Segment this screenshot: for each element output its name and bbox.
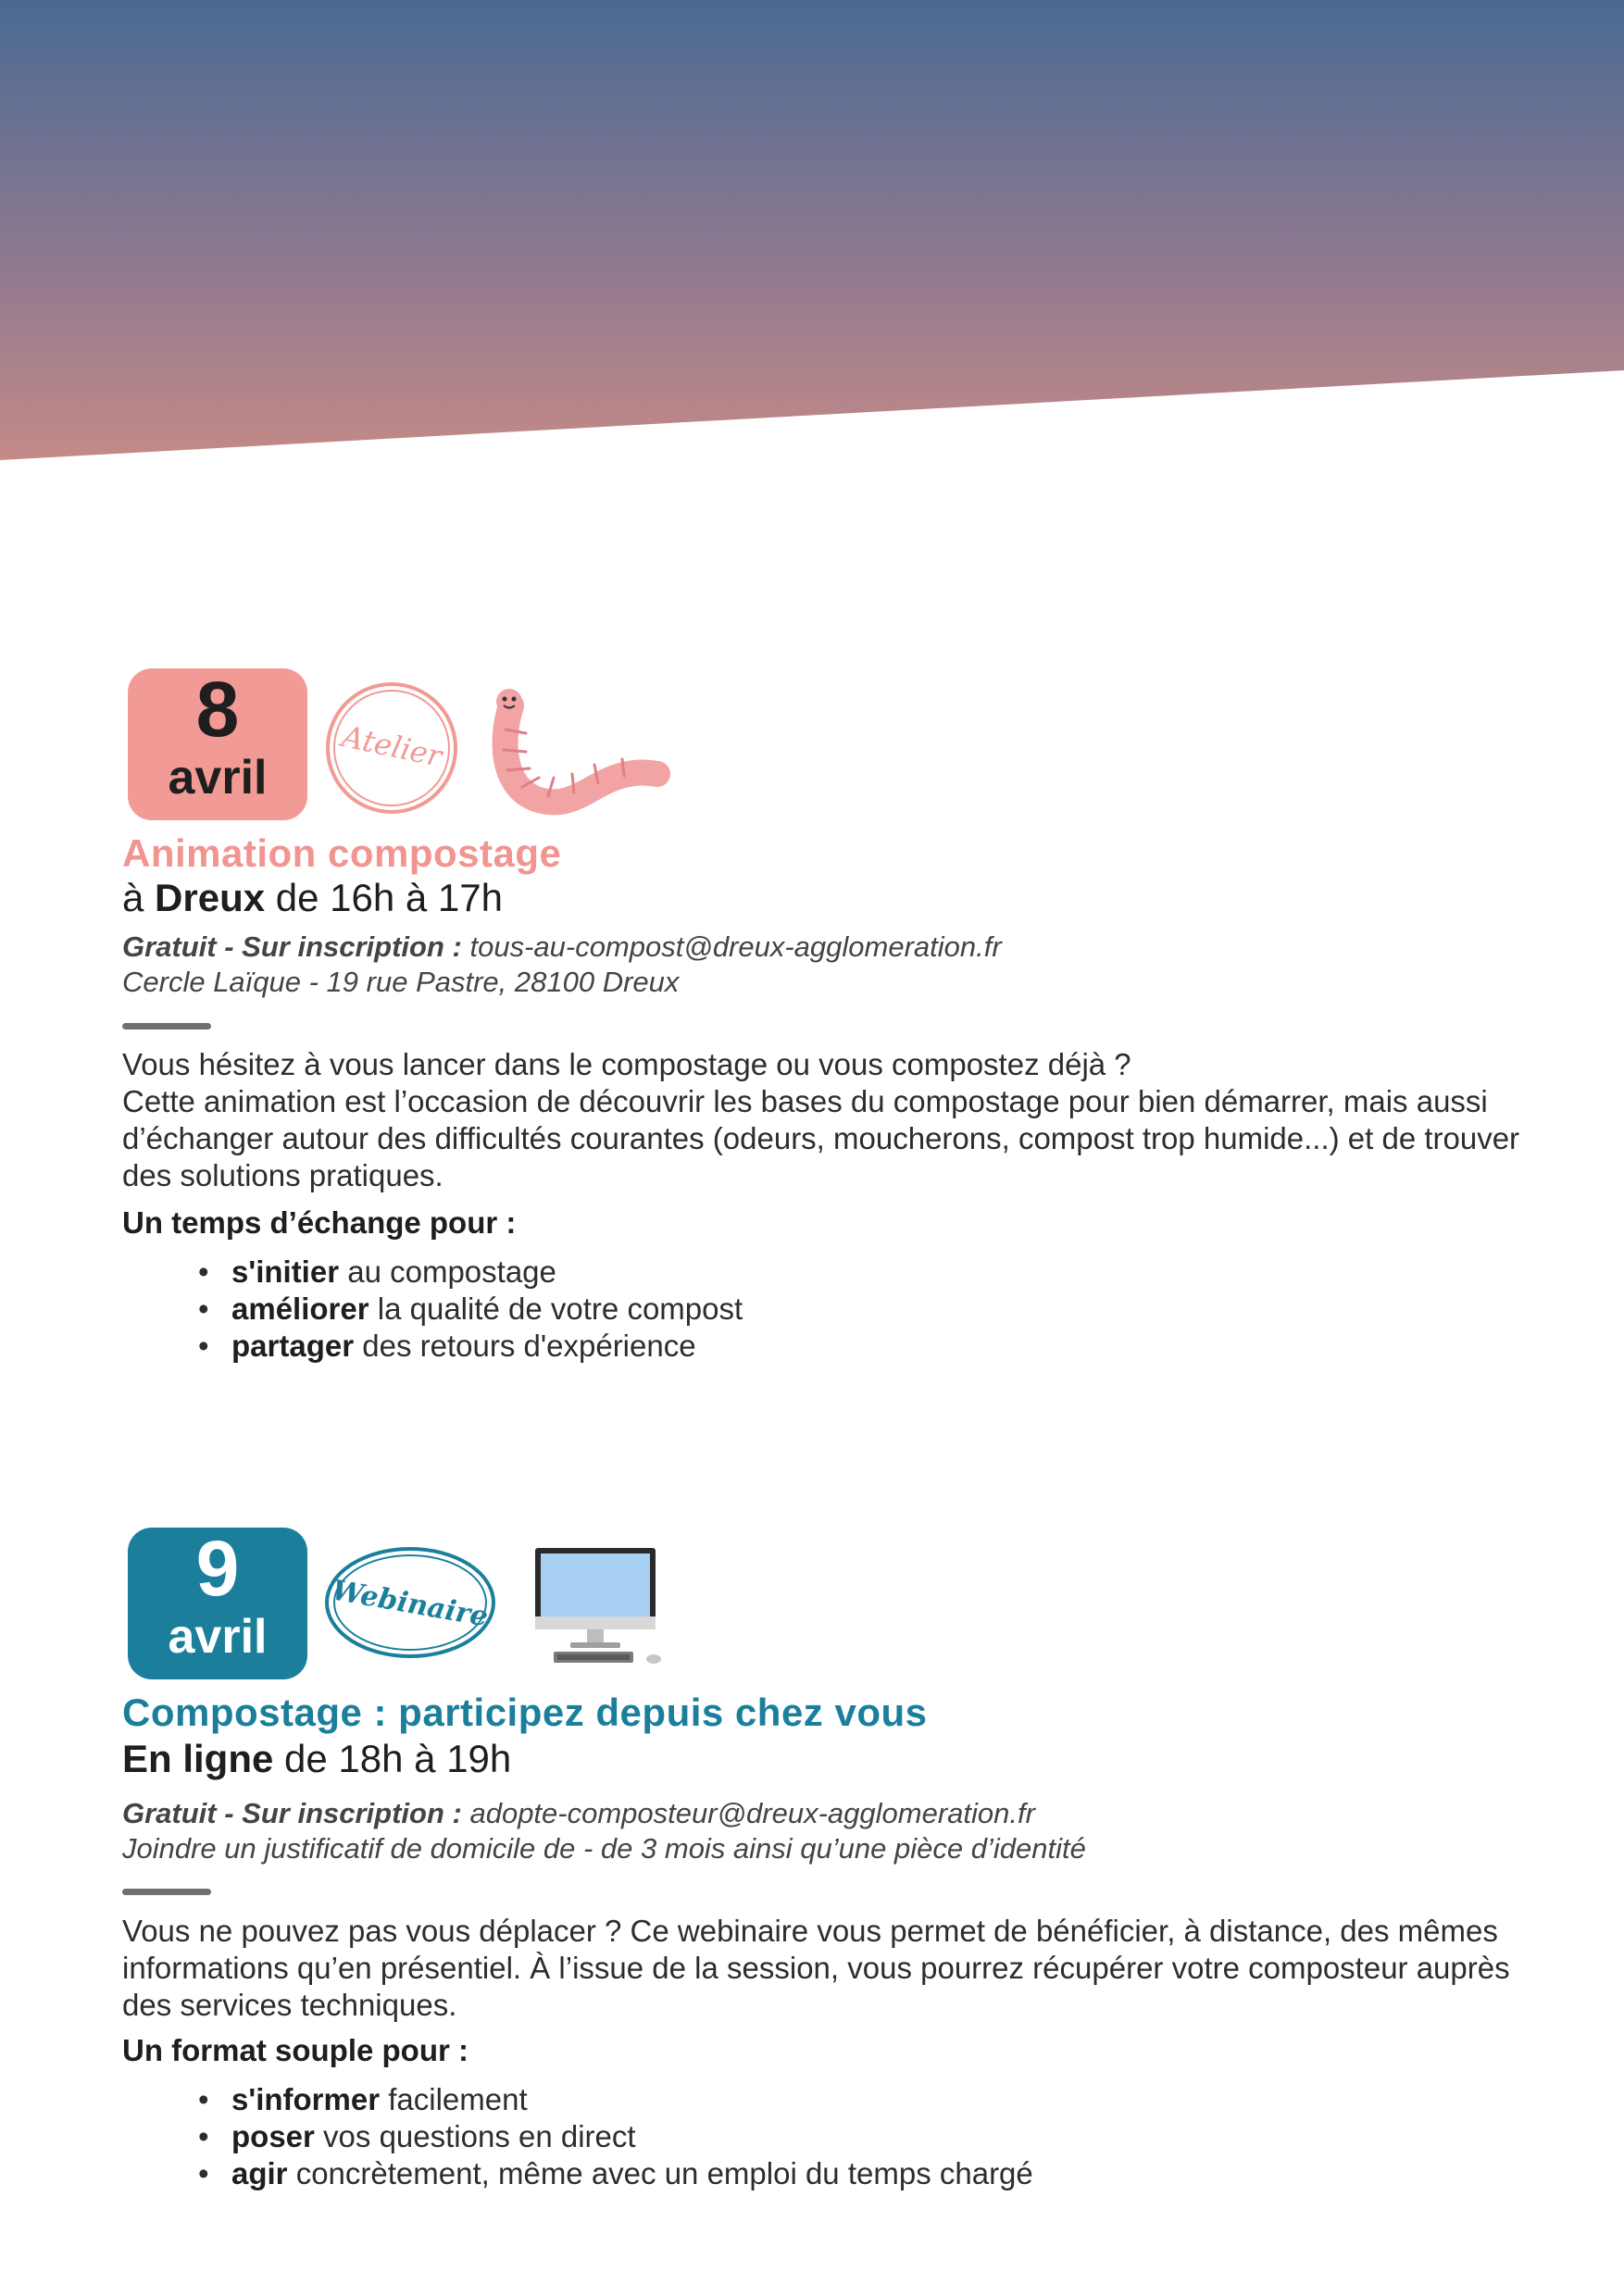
date-month: avril <box>168 751 268 805</box>
event-time: de 18h à 19h <box>284 1737 512 1780</box>
list-item <box>191 1254 743 1291</box>
date-month: avril <box>168 1610 268 1664</box>
registration-requirements: Joindre un justificatif de domicile de - de 3 mois ainsi qu’une pièce d’identité <box>122 1832 1086 1865</box>
list-heading: Un temps d’échange pour : <box>122 1205 517 1240</box>
bullet-keyword: s'initier <box>231 1254 340 1289</box>
bullet-keyword: partager <box>231 1329 355 1363</box>
header-gradient-band <box>0 0 1624 463</box>
date-day: 8 <box>195 666 240 753</box>
list-item <box>191 1291 743 1328</box>
worm-icon <box>485 685 670 824</box>
bullet-text: facilement <box>388 2082 528 2116</box>
bullet-list <box>191 2081 1033 2192</box>
registration-info <box>122 930 1002 965</box>
event-card-webinaire <box>122 1525 1530 2231</box>
event-location: En ligne <box>122 1737 274 1780</box>
registration-email[interactable]: tous-au-compost@dreux-agglomeration.fr <box>469 930 1002 963</box>
list-item <box>191 2155 1033 2192</box>
bullet-text: concrètement, même avec un emploi du temps chargé <box>295 2156 1033 2190</box>
date-badge <box>128 1525 307 1679</box>
list-item <box>191 2081 1033 2118</box>
stamp-label: Webinaire <box>329 1574 491 1634</box>
bullet-keyword: agir <box>231 2156 288 2190</box>
bullet-text: la qualité de votre compost <box>377 1292 743 1326</box>
computer-icon <box>533 1546 672 1666</box>
registration-label: Gratuit - Sur inscription : <box>122 1797 462 1829</box>
atelier-stamp <box>324 680 459 816</box>
stamp-label: Atelier <box>339 718 445 774</box>
webinaire-stamp <box>322 1544 498 1661</box>
date-day: 9 <box>195 1525 240 1612</box>
location-prefix: à <box>122 876 144 919</box>
section-divider <box>122 1889 211 1895</box>
event-location-time <box>122 1737 511 1781</box>
bullet-keyword: poser <box>231 2119 315 2153</box>
registration-info <box>122 1796 1035 1831</box>
event-description <box>122 1913 1530 2024</box>
event-address: Cercle Laïque - 19 rue Pastre, 28100 Dreux <box>122 966 680 998</box>
event-description <box>122 1046 1530 1194</box>
list-heading: Un format souple pour : <box>122 2033 468 2067</box>
list-item <box>191 1328 743 1365</box>
bullet-list <box>191 1254 743 1365</box>
list-item <box>191 2118 1033 2155</box>
event-title: Animation compostage <box>122 831 562 875</box>
event-location: Dreux <box>155 876 266 919</box>
event-location-time <box>122 876 503 920</box>
event-time: de 16h à 17h <box>275 876 503 919</box>
bullet-keyword: améliorer <box>231 1292 369 1326</box>
section-divider <box>122 1023 211 1029</box>
description-paragraph: Cette animation est l’occasion de découvrir les bases du compostage pour bien démarrer, mais aussi d’échanger autour des difficultés courantes (odeurs, moucherons, compost trop humide...) et de trouver des solutions pratiques. <box>122 1084 1520 1192</box>
description-paragraph: Vous ne pouvez pas vous déplacer ? Ce webinaire vous permet de bénéficier, à distance, des mêmes informations qu’en présentiel. À l’issue de la session, vous pourrez récupérer votre composteur auprès des services techniques. <box>122 1914 1510 2022</box>
bullet-text: vos questions en direct <box>323 2119 636 2153</box>
registration-label: Gratuit - Sur inscription : <box>122 930 462 963</box>
event-title: Compostage : participez depuis chez vous <box>122 1691 928 1734</box>
bullet-text: au compostage <box>347 1254 556 1289</box>
registration-email[interactable]: adopte-composteur@dreux-agglomeration.fr <box>469 1797 1035 1829</box>
date-badge <box>128 668 307 820</box>
bullet-text: des retours d'expérience <box>362 1329 696 1363</box>
bullet-keyword: s'informer <box>231 2082 381 2116</box>
event-card-atelier <box>122 668 1530 1372</box>
description-paragraph: Vous hésitez à vous lancer dans le compostage ou vous compostez déjà ? <box>122 1047 1131 1081</box>
